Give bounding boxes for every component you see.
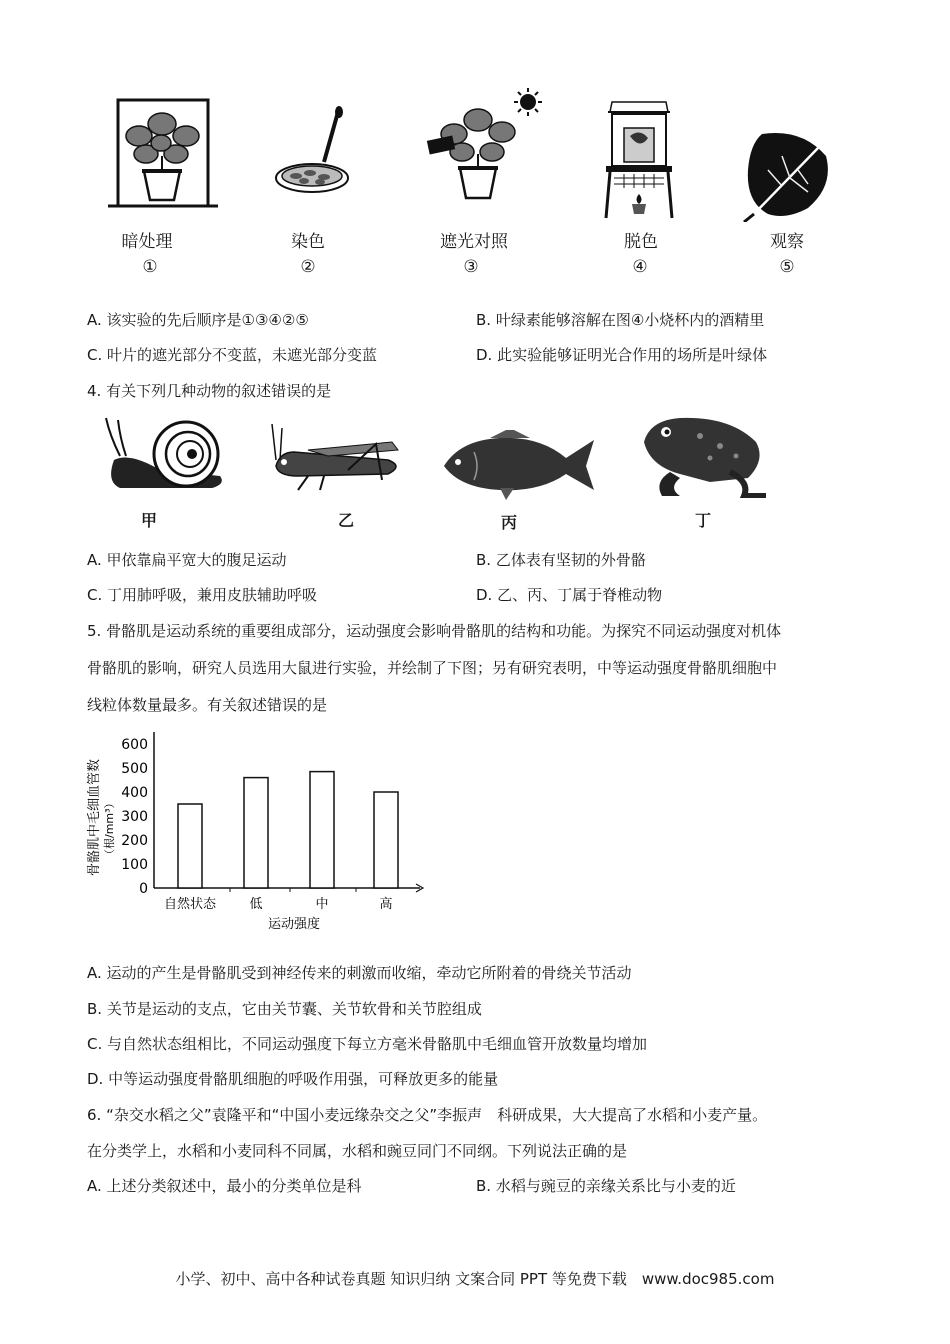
- step-number-5: ⑤: [779, 257, 795, 277]
- q4-option-d: D. 乙、丙、丁属于脊椎动物: [476, 586, 663, 604]
- q3-option-c: C. 叶片的遮光部分不变蓝，未遮光部分变蓝: [87, 346, 378, 364]
- plant-under-sun-icon: [424, 86, 548, 210]
- step-caption-cover: 遮光对照: [440, 232, 508, 252]
- q4-option-a: A. 甲依靠扁平宽大的腹足运动: [87, 551, 287, 569]
- q5-option-a: A. 运动的产生是骨骼肌受到神经传来的刺激而收缩，牵动它所附着的骨绕关节活动: [87, 964, 632, 982]
- q3-option-a: A. 该实验的先后顺序是①③④②⑤: [87, 311, 309, 329]
- bar-3: [374, 792, 398, 888]
- q6-stem-line-2: 在分类学上，水稻和小麦同科不同属，水稻和豌豆同门不同纲。下列说法正确的是: [87, 1142, 628, 1160]
- step-caption-stain: 染色: [291, 232, 325, 252]
- step-caption-dark: 暗处理: [121, 232, 173, 252]
- capillary-bar-chart: [80, 728, 440, 938]
- step-caption-observe: 观察: [770, 232, 804, 252]
- step-number-2: ②: [300, 257, 316, 277]
- fish-icon: [440, 430, 598, 500]
- q5-stem-line-2: 骨骼肌的影响，研究人员选用大鼠进行实验，并绘制了下图；另有研究表明，中等运动强度骨骼肌细胞中: [87, 659, 778, 677]
- y-tick-label: 500: [121, 761, 148, 777]
- water-bath-beaker-icon: [600, 98, 678, 220]
- q5-option-b: B. 关节是运动的支点，它由关节囊、关节软骨和关节腔组成: [87, 1000, 482, 1018]
- x-tick-label: 中: [315, 897, 329, 912]
- y-tick-label: 400: [121, 785, 148, 801]
- x-tick-label: 自然状态: [163, 897, 217, 912]
- y-tick-label: 100: [121, 857, 148, 873]
- q4-stem: 4. 有关下列几种动物的叙述错误的是: [87, 382, 332, 400]
- bar-2: [310, 772, 334, 888]
- y-tick-label: 300: [121, 809, 148, 825]
- q6-option-b: B. 水稻与豌豆的亲缘关系比与小麦的近: [476, 1177, 736, 1195]
- q5-stem-line-3: 线粒体数量最多。有关叙述错误的是: [87, 696, 328, 714]
- y-tick-label: 0: [139, 881, 148, 897]
- q3-option-d: D. 此实验能够证明光合作用的场所是叶绿体: [476, 346, 768, 364]
- q5-stem-line-1: 5. 骨骼肌是运动系统的重要组成部分，运动强度会影响骨骼肌的结构和功能。为探究不同运动强度对机体: [87, 622, 782, 640]
- potted-plant-in-dark-box-icon: [104, 96, 222, 214]
- x-tick-label: 高: [379, 897, 393, 912]
- q5-option-d: D. 中等运动强度骨骼肌细胞的呼吸作用强，可释放更多的能量: [87, 1070, 499, 1088]
- y-tick-label: 600: [121, 737, 148, 753]
- y-tick-label: 200: [121, 833, 148, 849]
- step-caption-decolor: 脱色: [624, 232, 658, 252]
- step-number-4: ④: [632, 257, 648, 277]
- animal-label-yi: 乙: [337, 511, 354, 530]
- step-number-3: ③: [463, 257, 479, 277]
- dropper-petri-dish-icon: [272, 106, 352, 201]
- animal-label-ding: 丁: [694, 511, 711, 530]
- page-footer: 小学、初中、高中各种试卷真题 知识归纳 文案合同 PPT 等免费下载 www.doc985.com: [175, 1270, 775, 1288]
- step-number-1: ①: [142, 257, 158, 277]
- q5-option-c: C. 与自然状态组相比，不同运动强度下每立方毫米骨骼肌中毛细血管开放数量均增加: [87, 1035, 648, 1053]
- x-tick-label: 低: [249, 897, 263, 912]
- bar-0: [178, 804, 202, 888]
- bar-1: [244, 778, 268, 888]
- frog-icon: [640, 412, 768, 498]
- chart-xlabel: 运动强度: [267, 917, 321, 932]
- snail-icon: [100, 416, 232, 494]
- q6-stem-line-1: 6. “杂交水稻之父”袁隆平和“中国小麦远缘杂交之父”李振声 科研成果，大大提高了水稻和小麦产量。: [87, 1106, 768, 1124]
- q6-option-a: A. 上述分类叙述中，最小的分类单位是科: [87, 1177, 362, 1195]
- q4-option-b: B. 乙体表有坚韧的外骨骼: [476, 551, 646, 569]
- animal-label-jia: 甲: [140, 511, 157, 530]
- animal-label-bing: 丙: [500, 513, 517, 532]
- q4-option-c: C. 丁用肺呼吸，兼用皮肤辅助呼吸: [87, 586, 318, 604]
- q3-option-b: B. 叶绿素能够溶解在图④小烧杯内的酒精里: [476, 311, 765, 329]
- leaf-icon: [742, 130, 832, 222]
- chart-ylabel: 骨骼肌中毛细血管数: [87, 758, 102, 876]
- grasshopper-icon: [268, 420, 408, 492]
- chart-ylabel-unit: （根/mm³）: [103, 797, 116, 860]
